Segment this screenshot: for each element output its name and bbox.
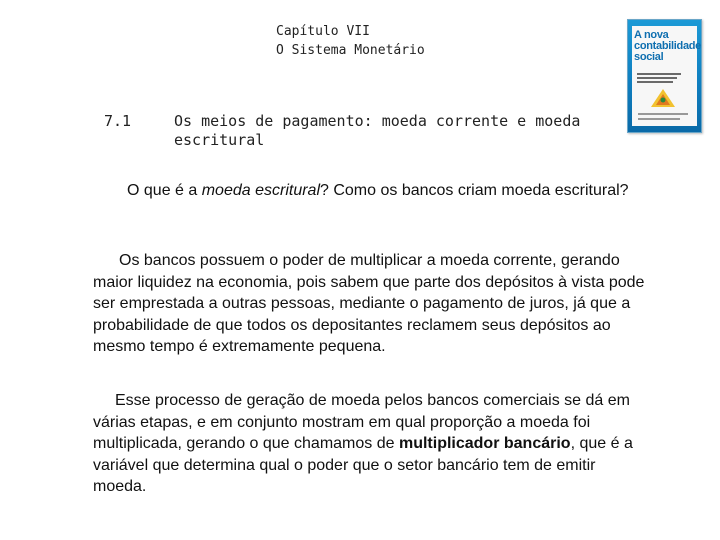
- multiplier-term: multiplicador bancário: [398, 435, 571, 452]
- body-paragraph-banks: Os bancos possuem o poder de multiplicar a moeda corrente, gerando maior liquidez na economia, pois sabem que parte dos depósitos à vista pode ser emprestada a outras pessoas, mediante o pagamento de juros, já que a probabilidade de que todos os depositantes reclamem seus depósitos ao mesmo tempo é extremamente pequena.: [93, 252, 645, 355]
- book-cover-illustration: [650, 88, 676, 108]
- chapter-heading: [276, 22, 425, 60]
- chapter-number: Capítulo VII: [276, 24, 370, 39]
- question-text-start: O que é a: [127, 182, 202, 199]
- book-cover-title: [634, 29, 701, 63]
- book-cover-subtitle-line: [637, 81, 673, 83]
- question-text-end: ? Como os bancos criam moeda escritural?: [320, 182, 629, 199]
- question-paragraph: [93, 180, 653, 202]
- section-number: 7.1: [104, 112, 132, 130]
- multiplier-text-end: , que é a variável que determina qual o poder que o setor bancário tem de emitir moeda.: [93, 435, 633, 495]
- book-cover-subtitle-line: [637, 77, 677, 79]
- book-cover-title-line: contabilidade: [634, 40, 701, 52]
- chapter-title: O Sistema Monetário: [276, 43, 425, 58]
- book-cover-image: [627, 19, 702, 133]
- book-cover-title-line: A nova: [634, 29, 669, 41]
- multiplier-text-start: Esse processo de geração de moeda pelos bancos comerciais se dá em várias etapas, e em conjunto mostram em qual proporção a moeda foi multiplicada, gerando o que chamamos de: [93, 392, 630, 452]
- book-cover-author-line: [638, 113, 688, 115]
- question-emphasis: moeda escritural: [201, 182, 320, 199]
- book-cover-author-line: [638, 118, 680, 120]
- book-cover-subtitle-line: [637, 73, 681, 75]
- book-cover-title-line: social: [634, 51, 664, 63]
- body-paragraph-multiplier: [93, 390, 653, 498]
- section-title: Os meios de pagamento: moeda corrente e moeda escritural: [174, 112, 581, 149]
